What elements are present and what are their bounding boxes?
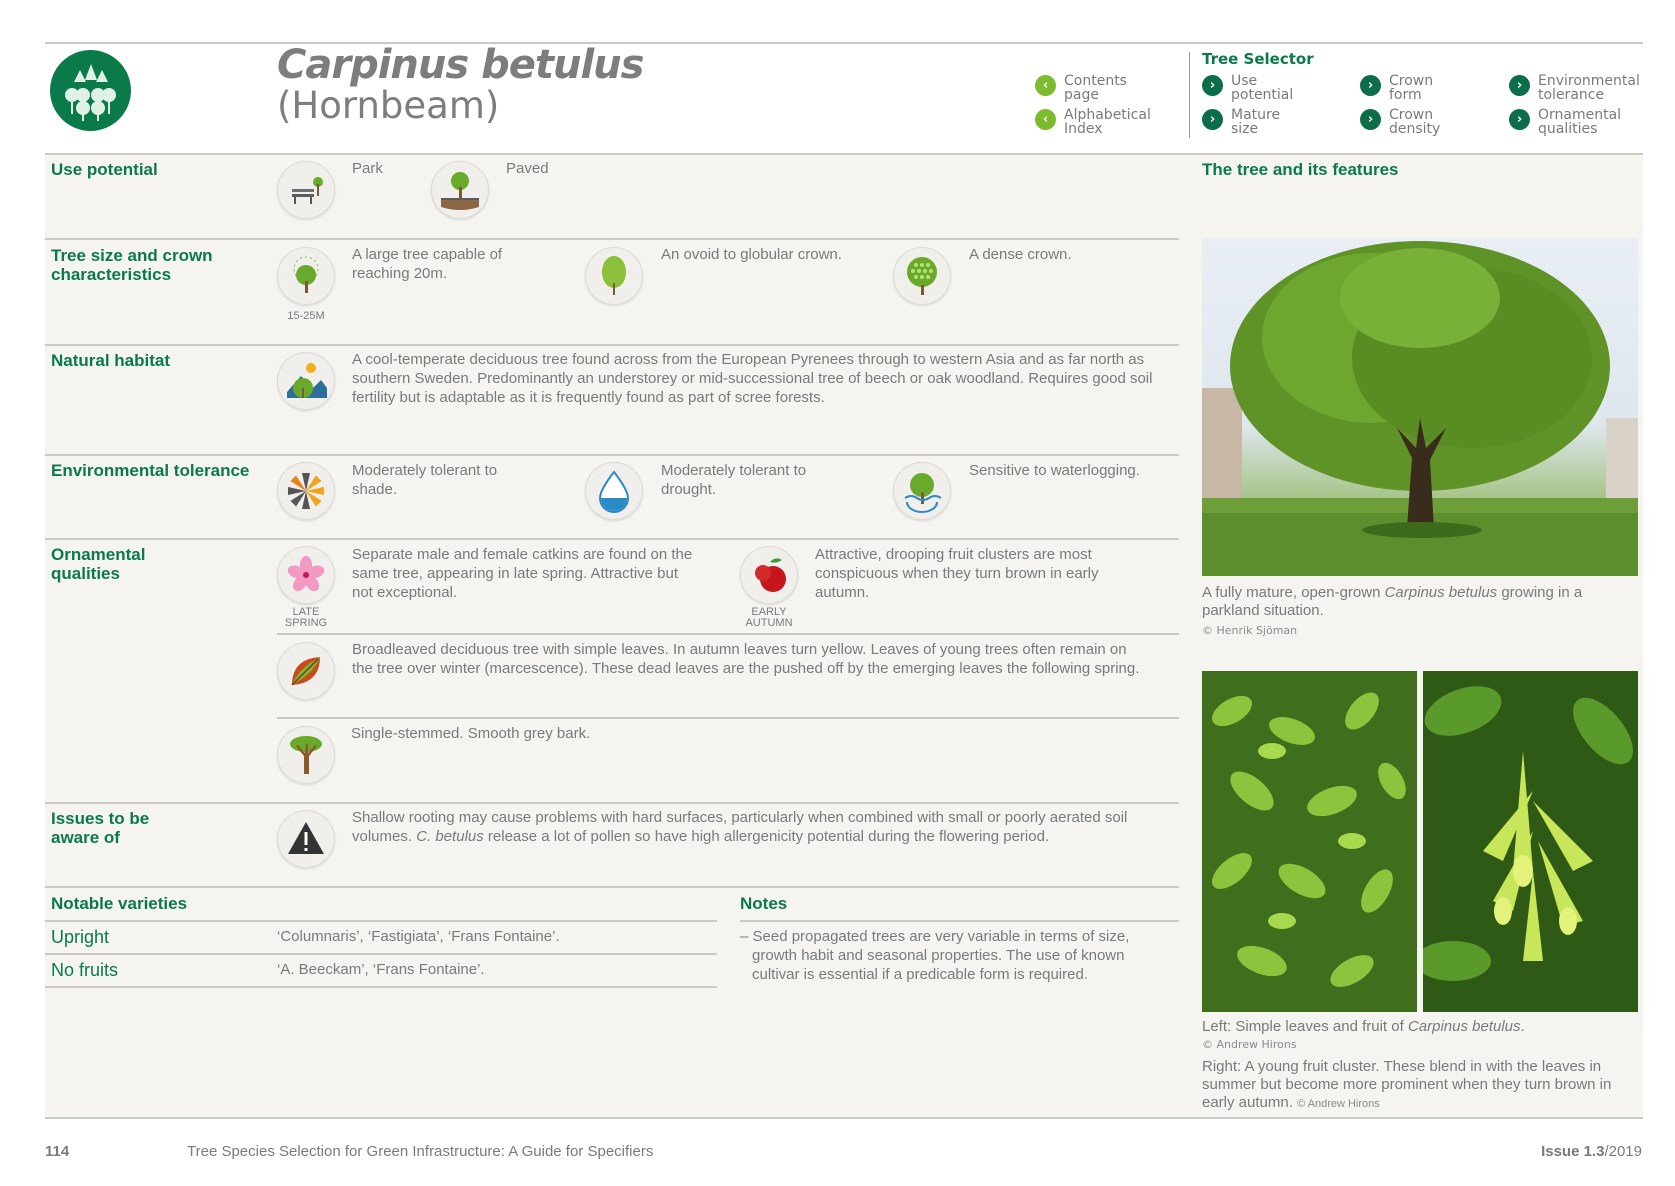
dense-crown-icon [893, 247, 951, 305]
crown-form-link[interactable] [1360, 74, 1460, 102]
nav-divider [1189, 52, 1190, 138]
leaves-text: Broadleaved deciduous tree with simple leaves. In autumn leaves turn yellow. Leaves of young trees often remain on the tree over winter (marcescence). These dead leaves are the pushed off by the emerging leaves the following spring. [352, 641, 1140, 677]
variety-value: ‘A. Beeckam’, ‘Frans Fontaine’. [277, 961, 485, 978]
caption-species: Carpinus betulus [1407, 1018, 1521, 1035]
chevron-left-icon: ‹ [1035, 109, 1056, 130]
fruit-caption-text [1202, 1058, 1622, 1113]
use-park-text: Park [352, 160, 383, 177]
caption-text: A fully mature, open-grown [1202, 584, 1385, 601]
crown-form-label: Crown form [1389, 73, 1434, 103]
common-name: (Hornbeam) [277, 84, 500, 127]
crown-density-label: Crown density [1389, 107, 1441, 137]
shade-text: Moderately tolerant to shade. [352, 462, 498, 498]
header-rule [45, 153, 1643, 155]
subsection-rule [277, 717, 1179, 719]
photo-credit: © Andrew Hirons [1202, 1038, 1297, 1051]
fruit-cluster-photo [1423, 671, 1638, 1012]
issues-text-species: C. betulus [416, 828, 484, 845]
notable-varieties-title: Notable varieties [51, 894, 188, 913]
habitat-text: A cool-temperate deciduous tree found across from the European Pyrenees through to western Asia and as far north as southern Sweden. Predominantly an understorey or mid-successional tree of beech or oak woodland. Requires good soil fertility but is adaptable as it is frequently found as part of scree forests. [352, 351, 1153, 406]
mature-tree-caption [1202, 584, 1638, 620]
section-rule [45, 344, 1179, 346]
varieties-rule [45, 986, 717, 988]
chevron-right-icon: › [1202, 109, 1223, 130]
ovoid-crown-icon [585, 247, 643, 305]
leaf-icon [277, 642, 335, 700]
species-name: Carpinus betulus [277, 42, 644, 88]
issue-label: Issue 1.3 [1541, 1143, 1605, 1160]
waterlogging-icon [893, 462, 951, 520]
issues-text [352, 808, 1132, 846]
section-rule [45, 238, 1179, 240]
contents-link-label: Contents page [1064, 73, 1127, 103]
environmental-tolerance-label: Environmental tolerance [1538, 73, 1640, 103]
environmental-tolerance-link[interactable] [1509, 74, 1643, 102]
use-potential-label: Use potential [1231, 73, 1294, 103]
tree-size-title: Tree size and crown characteristics [51, 246, 213, 284]
section-rule [45, 538, 1179, 540]
density-text: A dense crown. [969, 246, 1072, 263]
flowers-text: Separate male and female catkins are found on the same tree, appearing in late spring. Attractive but not exceptional. [352, 546, 693, 601]
footer-title: Tree Species Selection for Green Infrastructure: A Guide for Specifiers [187, 1143, 654, 1160]
leaves-caption [1202, 1018, 1638, 1036]
alphabetical-index-link[interactable] [1035, 108, 1155, 136]
waterlogging-text: Sensitive to waterlogging. [969, 462, 1140, 479]
caption-text: . [1520, 1018, 1525, 1035]
section-rule [45, 802, 1179, 804]
fruit-icon [740, 546, 798, 604]
issue-number [1541, 1143, 1642, 1160]
variety-label: Upright [51, 927, 110, 947]
notes-title: Notes [740, 894, 788, 913]
leaves-photo [1202, 671, 1417, 1012]
issues-title: Issues to be aware of [51, 809, 150, 847]
warning-icon [277, 810, 335, 868]
photo-credit: © Henrik Sjöman [1202, 624, 1298, 637]
chevron-right-icon: › [1509, 109, 1530, 130]
use-paved-text: Paved [506, 160, 549, 177]
notes-text: – Seed propagated trees are very variable in terms of size, growth habit and seasonal properties. The use of known cultivar is essential if a predicable form is required. [740, 928, 1130, 983]
caption-text: Right: A young fruit cluster. These blend in with the leaves in summer but become more prominent when they turn brown in early autumn. [1202, 1058, 1612, 1111]
shade-icon [277, 462, 335, 520]
alphabetical-index-label: Alphabetical Index [1064, 107, 1151, 137]
mature-tree-photo [1202, 238, 1638, 576]
fruit-caption: EARLY AUTUMN [745, 606, 793, 629]
crown-text: An ovoid to globular crown. [661, 246, 842, 263]
bench-icon [277, 161, 335, 219]
subsection-rule [277, 633, 1179, 635]
crown-density-link[interactable] [1360, 108, 1460, 136]
flower-icon [277, 546, 335, 604]
notes-rule [740, 920, 1179, 922]
logo-icon [50, 50, 131, 131]
use-potential-link[interactable] [1202, 74, 1302, 102]
section-rule [45, 454, 1179, 456]
variety-label: No fruits [51, 960, 119, 980]
fruit-text: Attractive, drooping fruit clusters are most conspicuous when they turn brown in early autumn. [815, 546, 1099, 601]
variety-row [45, 955, 717, 986]
environmental-tolerance-title: Environmental tolerance [51, 461, 250, 480]
drought-text: Moderately tolerant to drought. [661, 462, 807, 498]
tree-height-icon [277, 247, 335, 305]
issues-text-c: release a lot of pollen so have high allergenicity potential during the flowering period. [483, 828, 1050, 845]
ornamental-qualities-label: Ornamental qualities [1538, 107, 1622, 137]
variety-row [45, 922, 717, 953]
habitat-icon [277, 352, 335, 410]
issue-year: /2019 [1604, 1143, 1642, 1160]
natural-habitat-title: Natural habitat [51, 351, 171, 370]
size-caption: 15-25M [287, 310, 325, 322]
flower-caption: LATE SPRING [284, 606, 328, 629]
chevron-right-icon: › [1509, 75, 1530, 96]
chevron-right-icon: › [1202, 75, 1223, 96]
paved-tree-icon [431, 161, 489, 219]
variety-value: ‘Columnaris’, ‘Fastigiata’, ‘Frans Fontaine’. [277, 928, 560, 945]
section-rule [45, 886, 1179, 888]
tree-selector-title: Tree Selector [1202, 50, 1314, 68]
ornamental-qualities-title: Ornamental qualities [51, 545, 146, 583]
issues-text-a: Shallow rooting may cause problems with hard surfaces, particularly when combined with small or poorly aerated soil volumes. [352, 809, 1128, 845]
page-number: 114 [45, 1143, 70, 1160]
bottom-rule [45, 1117, 1643, 1119]
chevron-right-icon: › [1360, 75, 1381, 96]
photo-credit: © Andrew Hirons [1297, 1098, 1380, 1110]
size-text: A large tree capable of reaching 20m. [352, 246, 503, 282]
drought-icon [585, 462, 643, 520]
caption-text: Left: Simple leaves and fruit of [1202, 1018, 1408, 1035]
use-potential-title: Use potential [51, 160, 158, 179]
chevron-right-icon: › [1360, 109, 1381, 130]
mature-size-link[interactable] [1202, 108, 1302, 136]
sidebar-title: The tree and its features [1202, 160, 1399, 179]
caption-text: growing in a parkland situation. [1202, 584, 1583, 619]
ornamental-qualities-link[interactable] [1509, 108, 1643, 136]
bark-icon [277, 726, 335, 784]
caption-species: Carpinus betulus [1384, 584, 1498, 601]
contents-link[interactable] [1035, 74, 1145, 102]
mature-size-label: Mature size [1231, 107, 1281, 137]
chevron-left-icon: ‹ [1035, 75, 1056, 96]
bark-text: Single-stemmed. Smooth grey bark. [351, 725, 591, 742]
